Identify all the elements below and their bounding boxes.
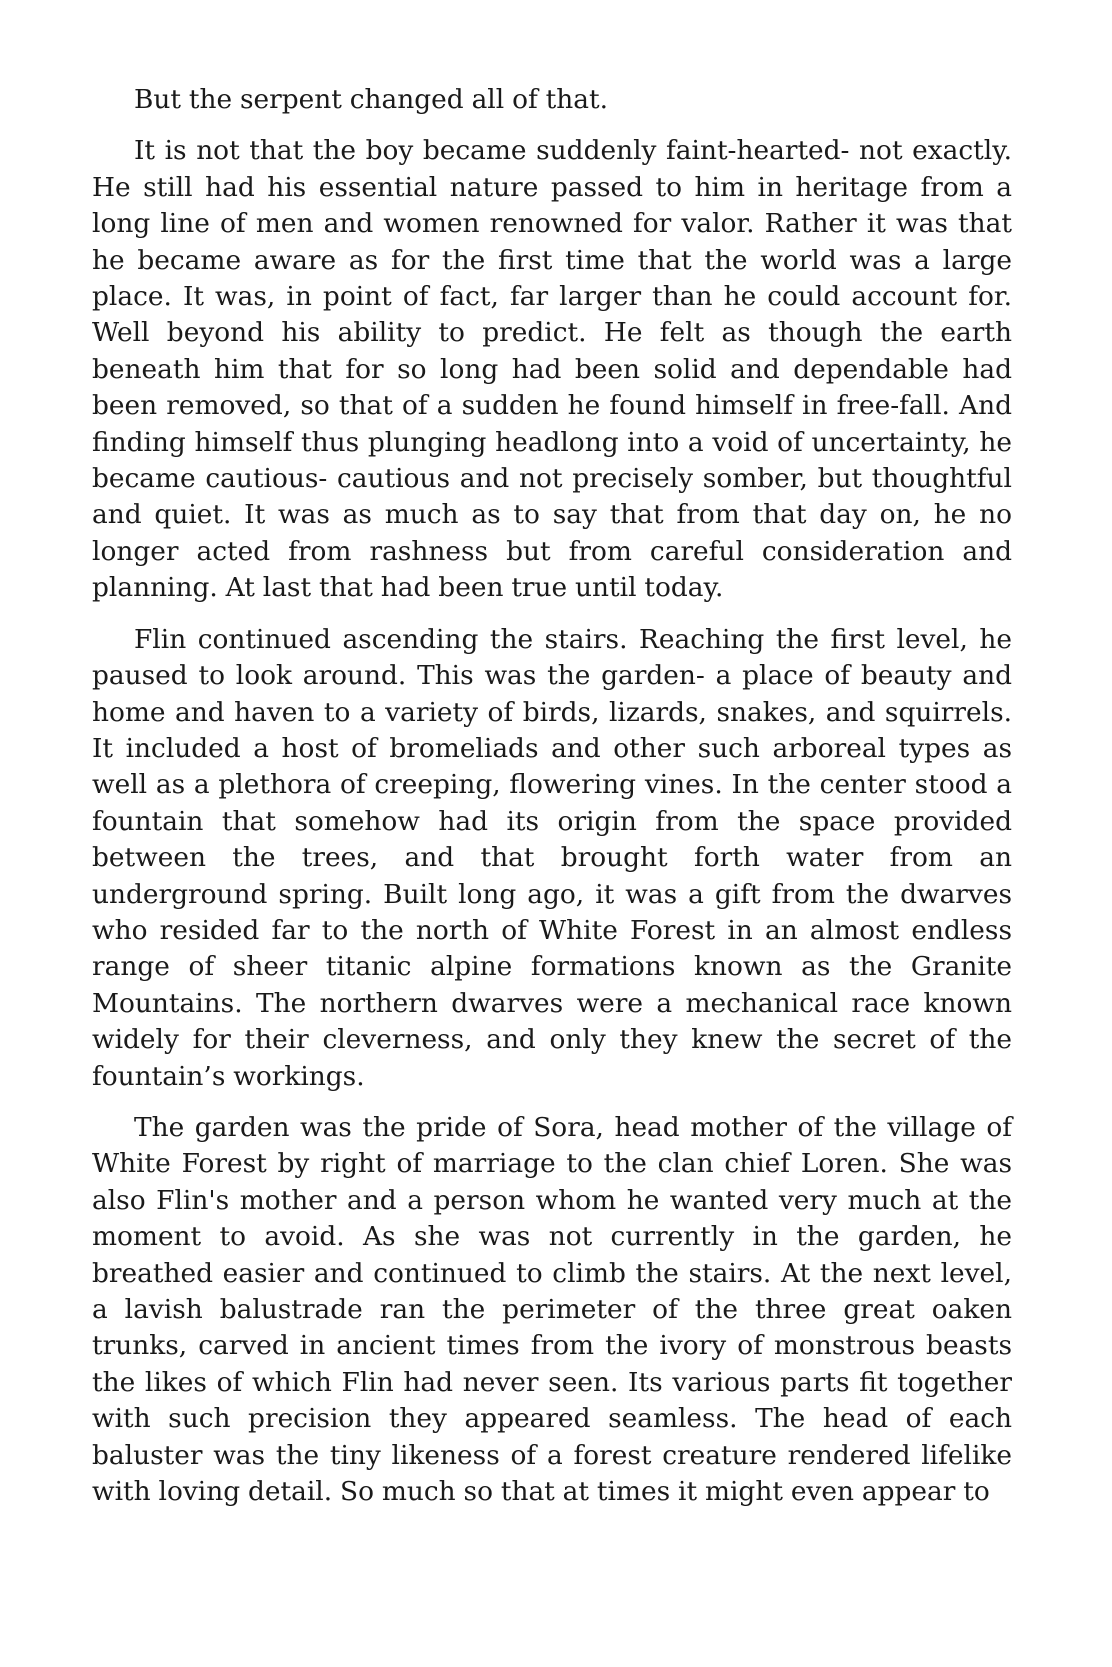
- paragraph-4: The garden was the pride of Sora, head mother of the village of White Forest by right of marriage to the clan chief Loren. She was also Flin's mother and a person whom he wanted very much at the moment to avoid. As she was not currently in the garden, he breathed easier and continued to climb the stairs. At the next level, a lavish balustrade ran the perimeter of the three great oaken trunks, carved in ancient times from the ivory of monstrous beasts the likes of which Flin had never seen. Its various parts fit together with such precision they appeared seamless. The head of each baluster was the tiny likeness of a forest creature rendered lifelike with loving detail. So much so that at times it might even appear to: [92, 1111, 1012, 1508]
- paragraph-1: But the serpent changed all of that.: [134, 84, 608, 115]
- paragraph-3: Flin continued ascending the stairs. Reaching the first level, he paused to look around. This was the garden- a place of beauty and home and haven to a variety of birds, lizards, snakes, and squirrels. It included a host of bromeliads and other such arboreal types as well as a plethora of creeping, flowering vines. In the center stood a fountain that somehow had its origin from the space provided between the trees, and that brought forth water from an underground spring. Built long ago, it was a gift from the dwarves who resided far to the north of White Forest in an almost endless range of sheer titanic alpine formations known as the Granite Mountains. The northern dwarves were a mechanical race known widely for their cleverness, and only they knew the secret of the fountain’s workings.: [92, 623, 1012, 1092]
- paragraph-2: It is not that the boy became suddenly faint-hearted- not exactly. He still had his essential nature passed to him in heritage from a long line of men and women renowned for valor. Rather it was that he became aware as for the first time that the world was a large place. It was, in point of fact, far larger than he could account for. Well beyond his ability to predict. He felt as though the earth beneath him that for so long had been solid and dependable had been removed, so that of a sudden he found himself in free-fall. And finding himself thus plunging headlong into a void of uncertainty, he became cautious- cautious and not precisely somber, but thoughtful and quiet. It was as much as to say that from that day on, he no longer acted from rashness but from careful consideration and planning. At last that had been true until today.: [92, 135, 1012, 604]
